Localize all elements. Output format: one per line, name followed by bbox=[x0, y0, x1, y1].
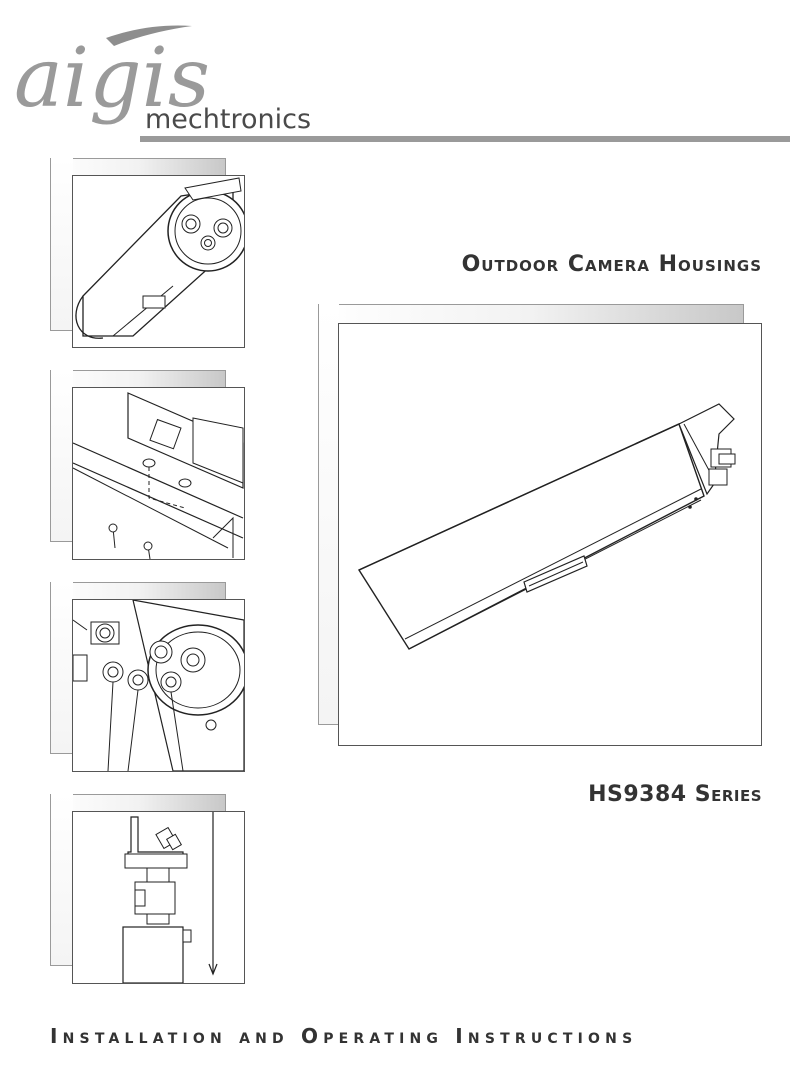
panel-2-shadow bbox=[50, 370, 73, 542]
logo-subtitle: mechtronics bbox=[145, 104, 312, 135]
main-panel-shadow bbox=[318, 304, 339, 725]
housing-main-illustration bbox=[338, 323, 762, 746]
logo-wordmark: aigis bbox=[14, 31, 210, 126]
panel-1-shadow bbox=[50, 158, 73, 331]
housing-end-view-illustration bbox=[72, 175, 245, 348]
series-label: HS9384 Series bbox=[588, 782, 762, 807]
panel-4-shadow bbox=[50, 794, 73, 966]
cable-glands-illustration bbox=[72, 599, 245, 772]
panel-3-shadow bbox=[50, 582, 73, 754]
document-title: Outdoor Camera Housings bbox=[461, 252, 762, 277]
camera-mounting-illustration bbox=[72, 387, 245, 560]
camera-insertion-illustration bbox=[72, 811, 245, 984]
logo-rule bbox=[140, 136, 790, 142]
footer-title: Installation and Operating Instructions bbox=[50, 1024, 638, 1048]
